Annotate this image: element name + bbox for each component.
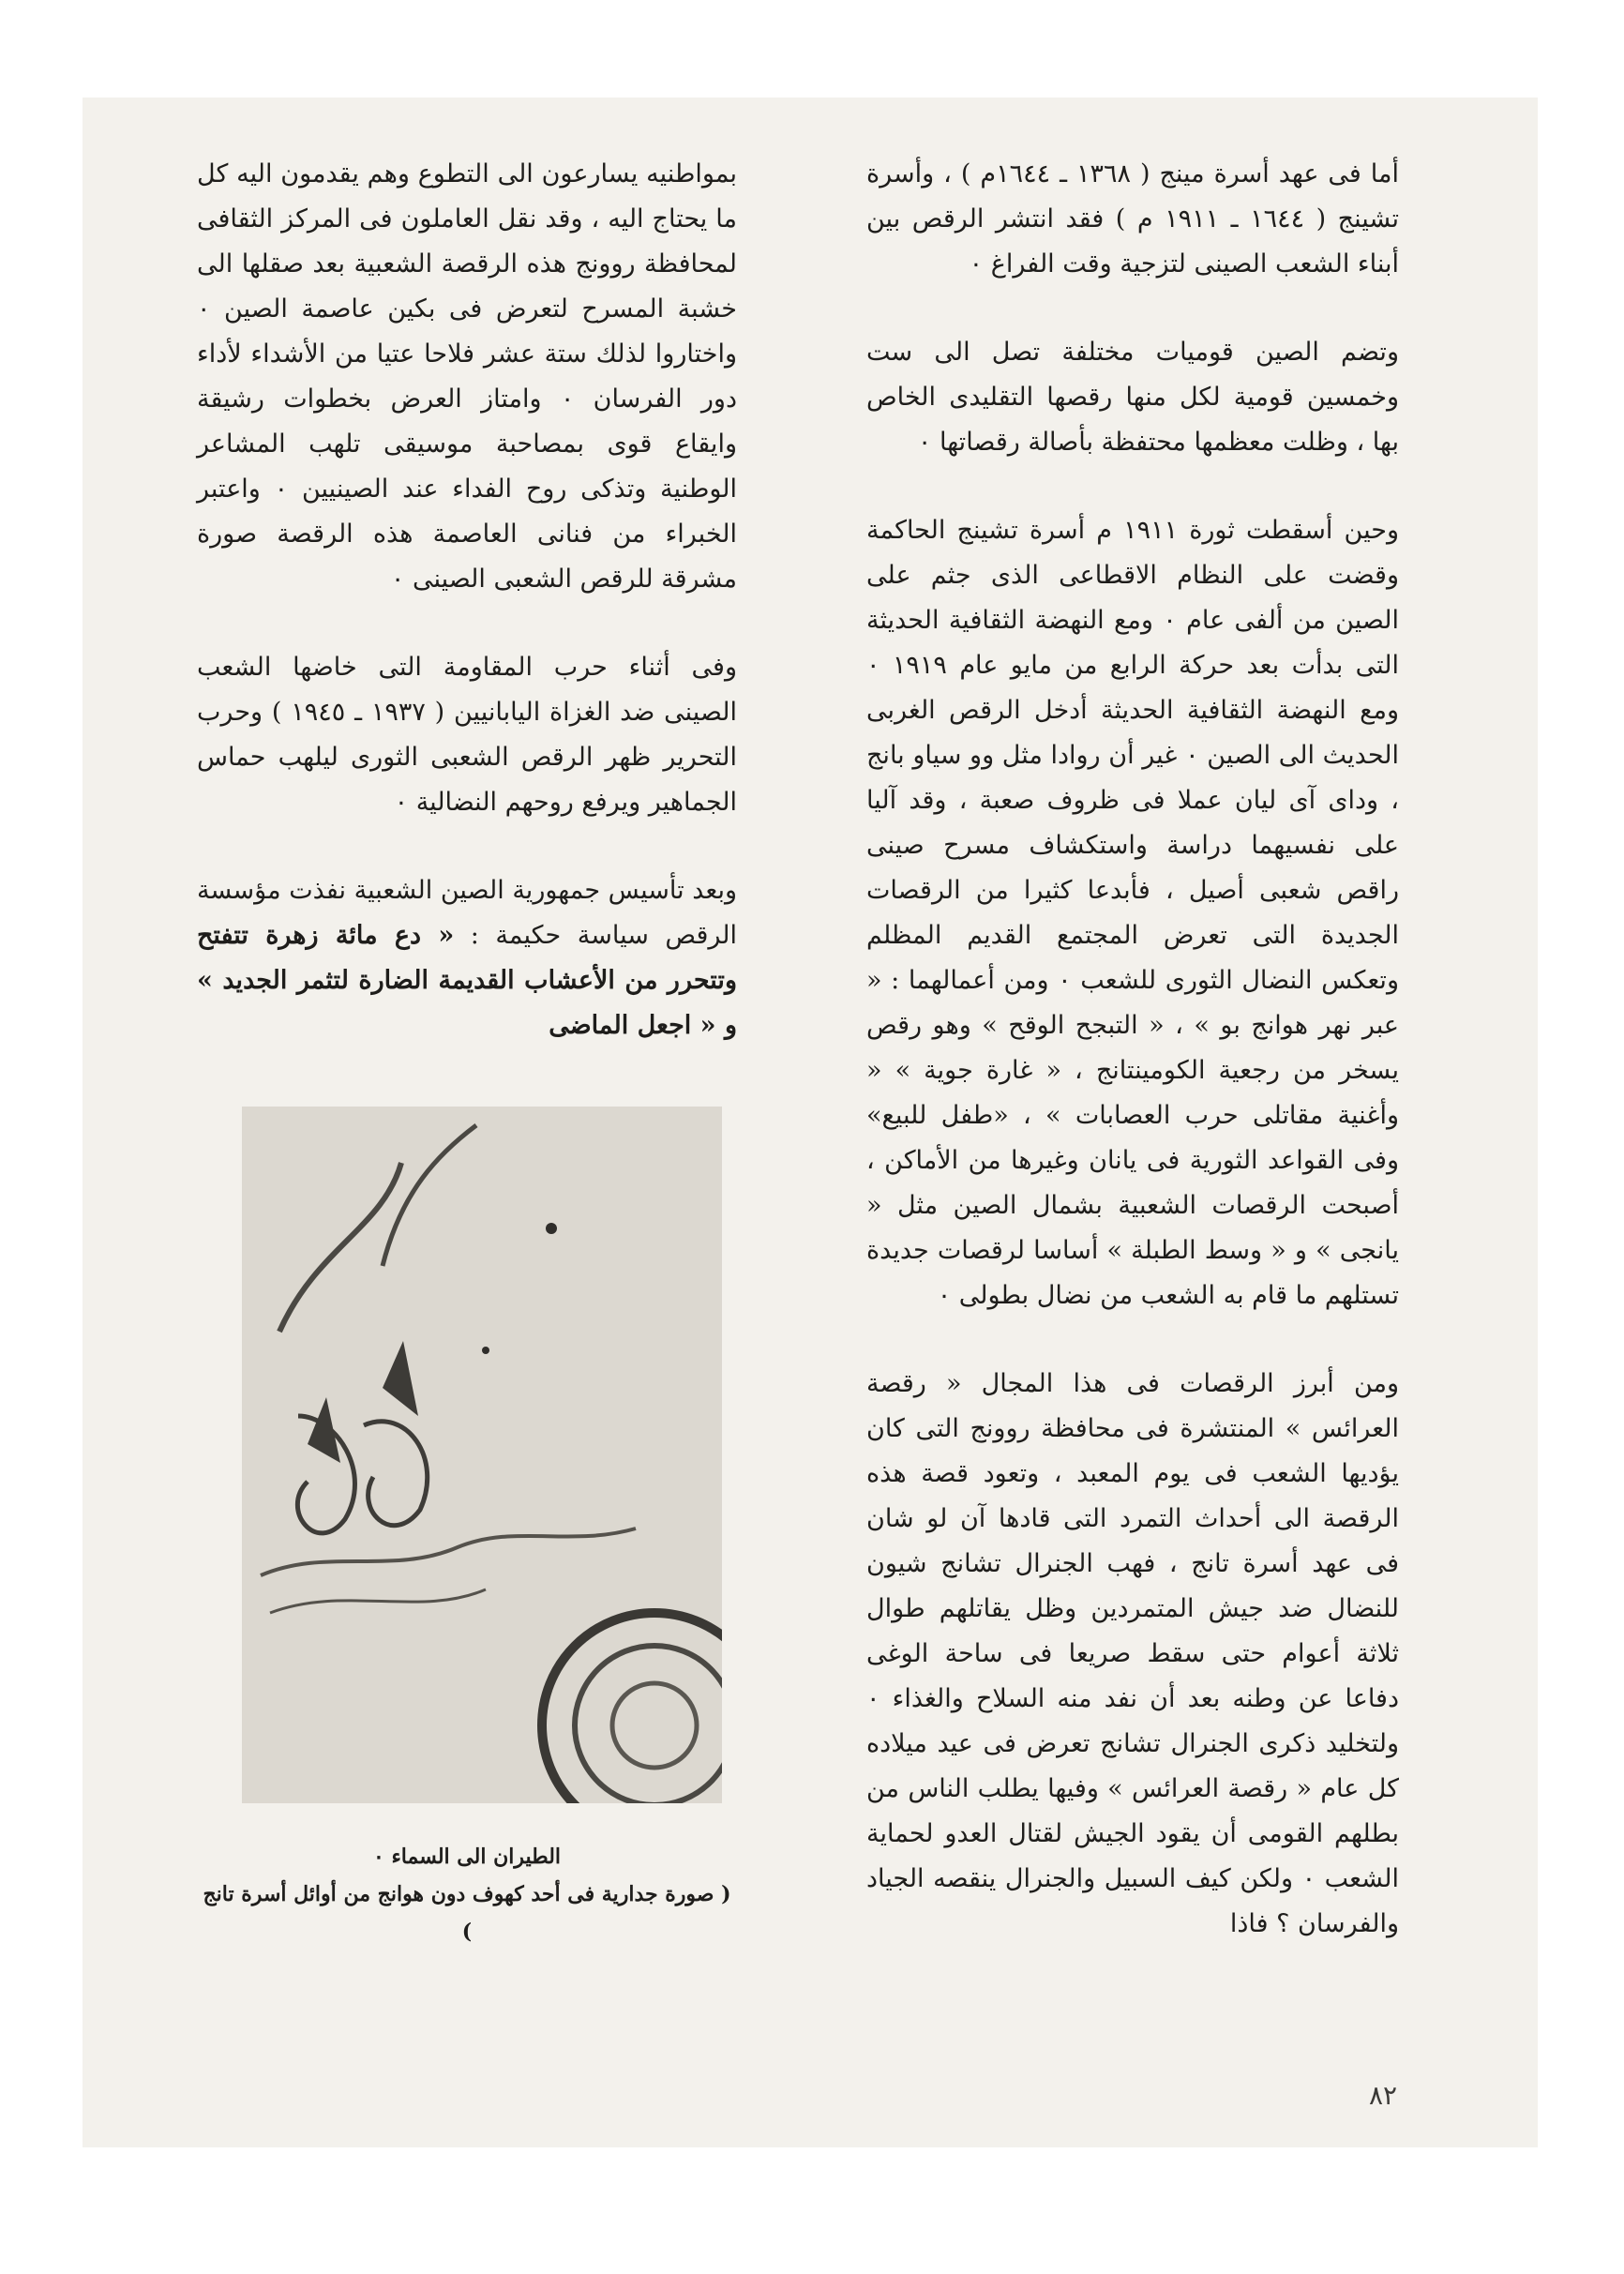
paragraph-peoples-republic xyxy=(197,868,737,1048)
policy-intro: وبعد تأسيس جمهورية الصين الشعبية نفذت مؤسسة الرقص سياسة حكيمة : xyxy=(197,876,737,950)
right-column xyxy=(866,152,1399,1990)
paragraph-puppet-dance: ومن أبرز الرقصات فى هذا المجال « رقصة العرائس » المنتشرة فى محافظة روونج التى كان يؤديها الشعب فى يوم المعبد ، وتعود قصة هذه الرقصة الى أحداث التمرد التى قادها آن لو شان فى عهد أسرة تانج ، فهب الجنرال تشانج شيون للنضال ضد جيش المتمردين وظل يقاتلهم طوال ثلاثة أعوام حتى سقط صريعا فى ساحة الوغى دفاعا عن وطنه بعد أن نفد منه السلاح والغذاء ٠ ولتخليد ذكرى الجنرال تشانج تعرض فى عيد ميلاده كل عام « رقصة العرائس » وفيها يطلب الناس من بطلهم القومى أن يقود الجيش لقتال العدو لحماية الشعب ٠ ولكن كيف السبيل والجنرال ينقصه الجياد والفرسان ؟ فاذا xyxy=(866,1369,1399,1938)
paragraph-revolution-1911: وحين أسقطت ثورة ١٩١١ م أسرة تشينج الحاكمة وقضت على النظام الاقطاعى الذى جثم على الصين من ألفى عام ٠ ومع النهضة الثقافية الحديثة التى بدأت بعد حركة الرابع من مايو عام ١٩١٩ ٠ ومع النهضة الثقافية الحديثة أدخل الرقص الغربى الحديث الى الصين ٠ غير أن روادا مثل وو سياو بانج ، وداى آى ليان عملا فى ظروف صعبة ، وقد آليا على نفسيهما دراسة واستكشاف مسرح صينى راقص شعبى أصيل ، فأبدعا كثيرا من الرقصات الجديدة التى تعرض المجتمع القديم المظلم وتعكس النضال الثورى للشعب ٠ ومن أعمالهما : « عبر نهر هوانج بو » ، « التبجح الوقح » وهو رقص يسخر من رجعية الكومينتانج ، « غارة جوية » « وأغنية مقاتلى حرب العصابات » ، «طفل للبيع» وفى القواعد الثورية فى يانان وغيرها من الأماكن ، أصبحت الرقصات الشعبية بشمال الصين مثل « يانجى » و « وسط الطبلة » أساسا لرقصات جديدة تستلهم ما قام به الشعب من نضال بطولى ٠ xyxy=(866,516,1400,1310)
caption-title: الطيران الى السماء ٠ xyxy=(372,1845,562,1869)
paragraph-ming-qing: أما فى عهد أسرة مينج ( ١٣٦٨ ـ ١٦٤٤م ) ، وأسرة تشينج ( ١٦٤٤ ـ ١٩١١ م ) فقد انتشر الرقص بين أبناء الشعب الصينى لتزجية وقت الفراغ ٠ xyxy=(866,159,1399,279)
paragraph-nationalities: وتضم الصين قوميات مختلفة تصل الى ست وخمسين قومية لكل منها رقصها التقليدى الخاص بها ، وظلت معظمها محتفظة بأصالة رقصاتها ٠ xyxy=(866,338,1399,457)
paragraph-resistance-war: وفى أثناء حرب المقاومة التى خاضها الشعب الصينى ضد الغزاة اليابانيين ( ١٩٣٧ ـ ١٩٤٥ ) وحرب التحرير ظهر الرقص الشعبى الثورى ليلهب حماس الجماهير ويرفع روحهم النضالية ٠ xyxy=(197,653,738,817)
mural-photo xyxy=(242,1107,722,1803)
caption-text: ( صورة جدارية فى أحد كهوف دون هوانج من أوائل أسرة تانج ) xyxy=(203,1882,731,1944)
policy-slogan: « دع مائة زهرة تتفتح وتتحرر من الأعشاب القديمة الضارة لتثمر الجديد » و « اجعل الماضى xyxy=(197,921,737,1040)
figure-caption xyxy=(197,1838,737,1950)
flying-figures-mural-image xyxy=(242,1107,722,1803)
left-column xyxy=(197,152,737,1092)
page-number: ٨٢ xyxy=(1369,2080,1398,2111)
paragraph-volunteers: بمواطنيه يسارعون الى التطوع وهم يقدمون اليه كل ما يحتاج اليه ، وقد نقل العاملون فى المركز الثقافى لمحافظة روونج هذه الرقصة الشعبية بعد صقلها الى خشبة المسرح لتعرض فى بكين عاصمة الصين ٠ واختاروا لذلك ستة عشر فلاحا عتيا من الأشداء لأداء دور الفرسان ٠ وامتاز العرض بخطوات رشيقة وايقاع قوى بمصاحبة موسيقى تلهب المشاعر الوطنية وتذكى روح الفداء عند الصينيين ٠ واعتبر الخبراء من فنانى العاصمة هذه الرقصة صورة مشرقة للرقص الشعبى الصينى ٠ xyxy=(197,159,737,594)
